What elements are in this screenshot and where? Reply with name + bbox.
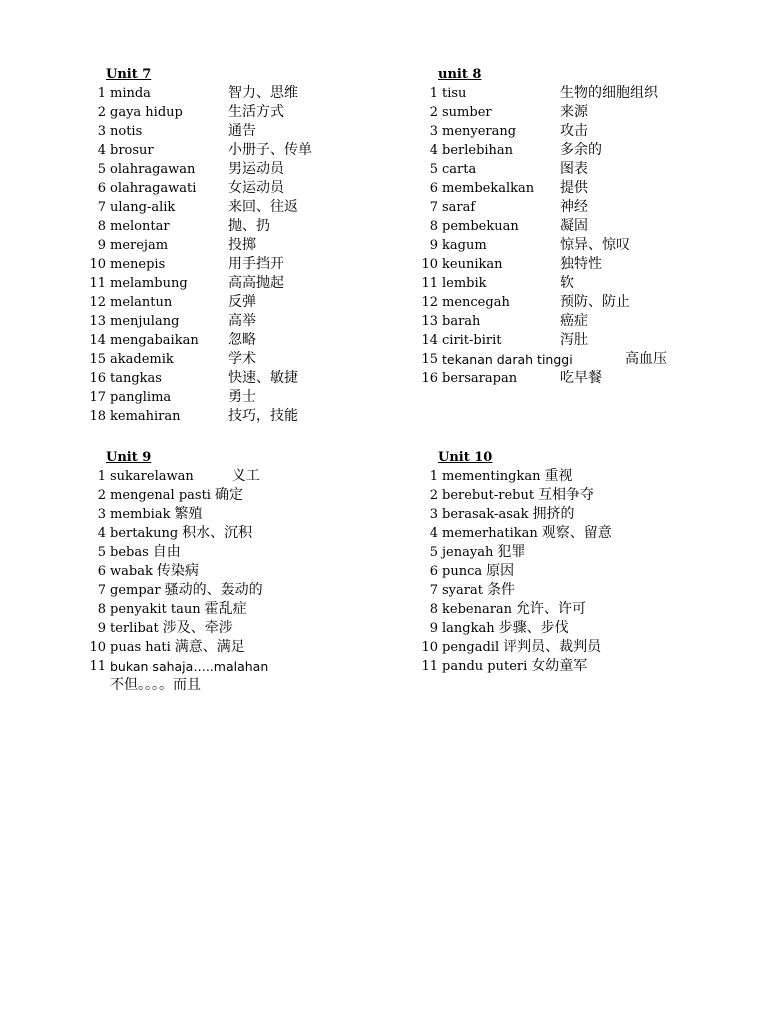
chinese-translation: 勇士 [228,389,256,405]
item-number: 3 [429,124,438,139]
item-number: 5 [429,545,438,560]
item-number: 3 [429,507,438,522]
vocab-row [84,486,384,505]
malay-word: sukarelawan 义工 [110,468,260,484]
malay-word: kagum [442,238,487,253]
malay-word: mementingkan 重视 [442,468,573,484]
item-number: 8 [97,602,106,617]
chinese-translation: 用手挡开 [228,256,284,272]
malay-word: melontar [110,219,170,234]
chinese-translation: 快速、敏捷 [228,370,298,386]
malay-word: bukan sahaja…..malahan [110,659,269,674]
malay-word: pengadil 评判员、裁判员 [442,639,602,655]
item-number: 2 [97,488,106,503]
malay-word: terlibat 涉及、牵涉 [110,620,233,636]
malay-word: bebas 自由 [110,544,181,560]
malay-word: tisu [442,86,467,101]
item-number: 4 [429,143,438,158]
item-number: 7 [429,583,438,598]
vocab-row [84,236,384,255]
malay-word: minda [110,86,151,101]
vocab-row [84,198,384,217]
vocab-row [416,274,756,293]
unit-10-section [416,448,736,676]
item-number: 10 [421,640,438,655]
vocab-row [416,600,736,619]
malay-word: pandu puteri 女幼童军 [442,658,588,674]
vocab-row [416,160,756,179]
item-number: 5 [97,162,106,177]
vocab-row [416,467,736,486]
vocab-row [84,407,384,426]
chinese-translation: 拥挤的 [532,506,575,522]
item-number: 1 [429,469,438,484]
chinese-translation: 凝固 [560,218,588,234]
item-number: 15 [421,352,438,367]
item-number: 9 [429,621,438,636]
chinese-translation: 涉及、牵涉 [162,620,233,636]
chinese-translation: 女运动员 [228,180,284,196]
chinese-translation: 允许、许可 [516,601,587,617]
item-number: 11 [421,659,438,674]
item-number: 2 [429,488,438,503]
chinese-translation: 不但。。。。而且 [110,677,201,693]
item-number: 4 [97,526,106,541]
chinese-translation: 生物的细胞组织 [560,85,658,101]
chinese-translation: 观察、留意 [541,525,612,541]
malay-word: akademik [110,352,174,367]
malay-word: cirit-birit [442,333,502,348]
unit-8-title: unit 8 [438,67,482,82]
malay-word: keunikan [442,257,503,272]
malay-word: olahragawati [110,181,197,196]
malay-word: penyakit taun 霍乱症 [110,601,247,617]
chinese-translation: 义工 [231,468,260,484]
malay-word: berasak-asak 拥挤的 [442,506,575,522]
item-number: 9 [429,238,438,253]
malay-word: menyerang [442,124,517,139]
vocab-row [84,388,384,407]
chinese-translation: 攻击 [560,123,588,139]
item-number: 11 [421,276,438,291]
malay-word: berebut-rebut 互相争夺 [442,487,595,503]
item-number: 9 [97,238,106,253]
vocab-row [84,562,384,581]
item-number: 18 [89,409,106,424]
item-number: 8 [97,219,106,234]
malay-word: membekalkan [442,181,535,196]
chinese-translation: 繁殖 [174,506,203,522]
malay-word: gempar 骚动的、轰动的 [110,582,263,598]
item-number: 2 [429,105,438,120]
item-number: 10 [89,640,106,655]
malay-word: melantun [110,295,173,310]
item-number: 9 [97,621,106,636]
item-number: 6 [429,181,438,196]
chinese-translation: 条件 [486,582,515,598]
chinese-translation: 技巧，技能 [228,408,298,424]
vocab-row [416,524,736,543]
malay-word: berlebihan [442,143,514,158]
item-number: 16 [89,371,106,386]
vocab-row [416,638,736,657]
item-number: 1 [97,86,106,101]
malay-word: saraf [442,200,476,215]
unit-10-list [416,467,736,676]
chinese-translation: 传染病 [156,563,199,579]
malay-word: panglima [110,390,172,405]
chinese-translation: 男运动员 [228,161,284,177]
malay-word: syarat 条件 [442,582,515,598]
chinese-translation: 软 [560,275,574,291]
chinese-translation: 反弹 [228,294,256,310]
item-number: 6 [429,564,438,579]
item-number: 10 [421,257,438,272]
chinese-translation: 犯罪 [497,544,526,560]
unit-8-section [416,65,756,388]
malay-word: mengenal pasti 确定 [110,487,243,503]
chinese-translation: 步骤、步伐 [498,620,569,636]
vocab-row [84,467,384,486]
chinese-translation: 确定 [214,487,243,503]
chinese-translation: 投掷 [228,237,256,253]
malay-word: menepis [110,257,166,272]
vocab-row [84,312,384,331]
item-number: 12 [89,295,106,310]
vocab-row [84,638,384,657]
malay-word: memerhatikan 观察、留意 [442,525,612,541]
vocab-row [416,255,756,274]
unit-9-title: Unit 9 [106,450,152,465]
chinese-translation: 预防、防止 [560,294,630,310]
malay-word: langkah 步骤、步伐 [442,620,569,636]
vocab-row [416,350,756,369]
item-number: 10 [89,257,106,272]
unit-9-section [84,448,384,695]
chinese-translation: 重视 [544,468,573,484]
chinese-translation: 癌症 [560,313,588,329]
chinese-translation: 吃早餐 [560,370,602,386]
vocab-row [416,543,736,562]
chinese-translation: 霍乱症 [204,601,247,617]
unit-7-section [84,65,384,426]
vocab-row [84,160,384,179]
vocab-row [416,84,756,103]
malay-word: gaya hidup [110,105,183,120]
chinese-translation: 满意、满足 [174,639,245,655]
malay-word: bersarapan [442,371,518,386]
unit-7-list [84,84,384,426]
vocab-row [84,293,384,312]
chinese-translation: 学术 [228,351,256,367]
chinese-translation: 来回、往返 [228,199,298,215]
vocab-row [84,369,384,388]
item-number: 11 [89,659,106,674]
chinese-translation: 积水、沉积 [182,525,253,541]
vocab-row [416,141,756,160]
malay-word: carta [442,162,477,177]
item-number: 17 [89,390,106,405]
vocab-row [84,255,384,274]
malay-word: mengabaikan [110,333,199,348]
vocab-row [416,312,756,331]
vocab-row [416,103,756,122]
malay-word: olahragawan [110,162,196,177]
malay-word: bertakung 积水、沉积 [110,525,253,541]
vocab-row [416,331,756,350]
vocab-row [84,581,384,600]
item-number: 3 [97,507,106,522]
vocab-row [84,600,384,619]
item-number: 13 [421,314,438,329]
chinese-translation: 多余的 [560,142,602,158]
vocab-row [416,293,756,312]
chinese-translation: 女幼童军 [531,658,588,674]
chinese-translation: 小册子、传单 [228,142,312,158]
vocab-row [84,505,384,524]
malay-word: wabak 传染病 [110,563,199,579]
vocab-row [84,274,384,293]
chinese-translation: 图表 [560,161,588,177]
vocab-row [84,141,384,160]
vocab-row [416,581,736,600]
item-number: 3 [97,124,106,139]
unit-8-list [416,84,756,388]
chinese-translation: 忽略 [228,332,256,348]
malay-word: kemahiran [110,409,181,424]
chinese-translation: 智力、思维 [228,85,298,101]
chinese-translation: 生活方式 [228,104,284,120]
unit-10-title: Unit 10 [438,450,493,465]
item-number: 6 [97,181,106,196]
vocab-row [84,122,384,141]
malay-word: melambung [110,276,188,291]
malay-word: jenayah 犯罪 [442,544,526,560]
item-number: 14 [421,333,438,348]
vocab-row [84,619,384,638]
item-number: 5 [97,545,106,560]
chinese-translation: 骚动的、轰动的 [164,582,263,598]
chinese-translation: 来源 [560,104,588,120]
item-number: 2 [97,105,106,120]
malay-word: barah [442,314,481,329]
chinese-translation: 提供 [560,180,588,196]
malay-word: membiak 繁殖 [110,506,203,522]
item-number: 16 [421,371,438,386]
chinese-translation: 互相争夺 [538,487,595,503]
vocab-row [84,103,384,122]
chinese-translation: 高血压 [625,351,667,367]
vocab-row [84,543,384,562]
item-number: 5 [429,162,438,177]
item-number: 6 [97,564,106,579]
malay-word: lembik [442,276,487,291]
vocab-row [84,217,384,236]
vocab-row [416,236,756,255]
malay-word: menjulang [110,314,180,329]
item-number: 7 [97,200,106,215]
chinese-translation: 独特性 [560,256,602,272]
malay-word: notis [110,124,143,139]
item-number: 4 [429,526,438,541]
vocab-row [416,217,756,236]
item-number: 13 [89,314,106,329]
chinese-translation: 自由 [152,544,181,560]
vocab-row [416,619,736,638]
malay-word: pembekuan [442,219,519,234]
vocab-row [84,350,384,369]
vocab-row [416,369,756,388]
vocab-row [84,179,384,198]
item-number: 11 [89,276,106,291]
vocab-row [416,122,756,141]
vocab-row [84,524,384,543]
malay-word: tangkas [110,371,162,386]
chinese-translation: 评判员、裁判员 [503,639,602,655]
vocab-row [84,84,384,103]
malay-word: ulang-alik [110,200,176,215]
chinese-translation: 神经 [560,199,588,215]
vocab-row [416,657,736,676]
vocab-row [416,562,736,581]
vocab-row [416,179,756,198]
item-number: 1 [429,86,438,101]
malay-word: puas hati 满意、满足 [110,639,245,655]
malay-word: punca 原因 [442,563,515,579]
item-number: 1 [97,469,106,484]
malay-word: tekanan darah tinggi [442,352,573,367]
chinese-translation: 泻肚 [560,332,588,348]
item-number: 15 [89,352,106,367]
item-number: 4 [97,143,106,158]
chinese-translation: 原因 [486,563,515,579]
chinese-translation: 惊异、惊叹 [560,237,630,253]
unit-7-title: Unit 7 [106,67,152,82]
vocab-row [416,198,756,217]
item-number: 7 [429,200,438,215]
item-number: 8 [429,219,438,234]
vocab-row [416,505,736,524]
chinese-translation: 高高抛起 [228,275,284,291]
item-number: 14 [89,333,106,348]
vocab-row [84,331,384,350]
malay-word: merejam [110,238,169,253]
item-number: 12 [421,295,438,310]
malay-word: mencegah [442,295,510,310]
item-number: 8 [429,602,438,617]
item-number: 7 [97,583,106,598]
unit-9-list [84,467,384,695]
malay-word: kebenaran 允许、许可 [442,601,587,617]
chinese-translation: 抛、扔 [228,218,270,234]
chinese-translation: 高举 [228,313,256,329]
malay-word: brosur [110,143,154,158]
vocab-row [84,657,384,676]
malay-word: sumber [442,105,492,120]
chinese-translation: 通告 [228,123,256,139]
vocab-row [416,486,736,505]
